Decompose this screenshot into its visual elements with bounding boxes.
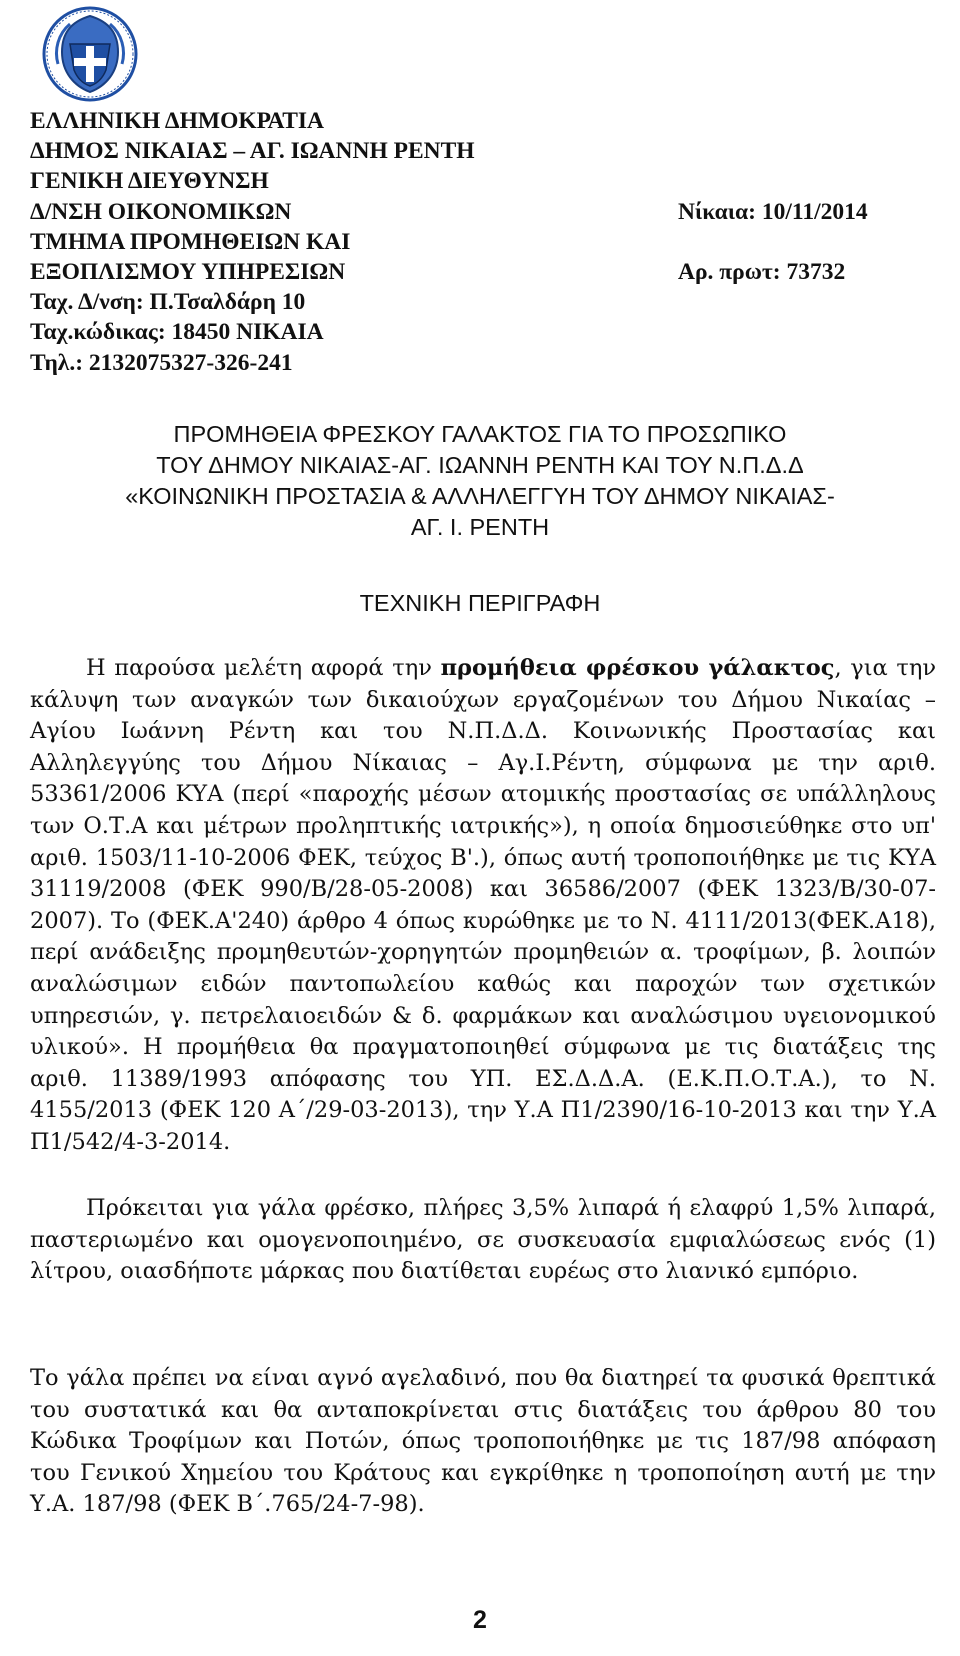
page-number: 2 <box>473 1606 487 1634</box>
title-line: ΠΡΟΜΗΘΕΙΑ ΦΡΕΣΚΟΥ ΓΑΛΑΚΤΟΣ ΓΙΑ ΤΟ ΠΡΟΣΩΠΙΚΟ <box>173 421 787 447</box>
header-line <box>30 166 890 196</box>
header-text: Δ/ΝΣΗ ΟΙΚΟΝΟΜΙΚΩΝ <box>30 198 292 225</box>
protocol-number: Αρ. πρωτ: 73732 <box>678 259 846 286</box>
title-line: ΤΟΥ ΔΗΜΟΥ ΝΙΚΑΙΑΣ-ΑΓ. ΙΩΑΝΝΗ ΡΕΝΤΗ ΚΑΙ ΤΟΥ Ν.Π.Δ.Δ <box>156 452 804 478</box>
header-text: Ταχ.κώδικας: 18450 ΝΙΚΑΙΑ <box>30 319 324 346</box>
date-line: Νίκαια: 10/11/2014 <box>678 198 868 225</box>
header-text: ΤΜΗΜΑ ΠΡΟΜΗΘΕΙΩΝ ΚΑΙ <box>30 228 351 255</box>
sender-header <box>30 106 890 378</box>
title-line: ΑΓ. Ι. ΡΕΝΤΗ <box>410 514 550 540</box>
header-line <box>30 317 890 347</box>
section-heading: ΤΕΧΝΙΚΗ ΠΕΡΙΓΡΑΦΗ <box>359 590 601 616</box>
paragraph-bold-text: προμήθεια φρέσκου γάλακτος <box>440 655 835 681</box>
header-text: ΓΕΝΙΚΗ ΔΙΕΥΘΥΝΣΗ <box>30 168 269 195</box>
header-text: Τηλ.: 2132075327-326-241 <box>30 349 293 376</box>
header-line <box>30 136 890 166</box>
header-line <box>30 227 890 257</box>
greek-coat-of-arms-emblem <box>40 4 140 104</box>
header-line <box>30 257 890 287</box>
header-text: ΕΛΛΗΝΙΚΗ ΔΗΜΟΚΡΑΤΙΑ <box>30 108 325 134</box>
header-text: Ταχ. Δ/νση: Π.Τσαλδάρη 10 <box>30 289 306 316</box>
document-title <box>10 419 950 543</box>
header-text: ΔΗΜΟΣ ΝΙΚΑΙΑΣ – ΑΓ. ΙΩΑΝΝΗ ΡΕΝΤΗ <box>30 138 475 165</box>
header-line <box>30 197 890 227</box>
paragraph-quality-requirements: Το γάλα πρέπει να είναι αγνό αγελαδινό, που θα διατηρεί τα φυσικά θρεπτικά του συστατικά και θα ανταποκρίνεται στις διατάξεις του άρθρου 80 του Κώδικα Τροφίμων και Ποτών, όπως τροποποιήθηκε με τις 187/98 απόφαση του Γενικού Χημείου του Κράτους και εγκρίθηκε η τροποποίηση αυτή με την Υ.Α. 187/98 (ΦΕΚ Β΄.765/24-7-98). <box>30 1365 936 1518</box>
paragraph-text: Η παρούσα μελέτη αφορά την <box>86 655 441 681</box>
header-line <box>30 348 890 378</box>
paragraph-product-spec: Πρόκειται για γάλα φρέσκο, πλήρες 3,5% λιπαρά ή ελαφρύ 1,5% λιπαρά, παστεριωμένο και ομογενοποιημένο, σε συσκευασία εμφιαλώσεως ενός (1) λίτρου, οιασδήποτε μάρκας που διατίθεται ευρέως στο λιανικό εμπόριο. <box>30 1195 936 1285</box>
paragraph-scope <box>30 653 936 1159</box>
header-line <box>30 106 890 136</box>
paragraph-text: , για την κάλυψη των αναγκών των δικαιούχων εργαζομένων του Δήμου Νικαίας – Αγίου Ιωάννη Ρέντη και του Ν.Π.Δ.Δ. Κοινωνικής Προστασίας και Αλληλεγγύης του Δήμου Νίκαιας – Αγ.Ι.Ρέντη, σύμφωνα με την αριθ. 53361/2006 ΚΥΑ (περί «παροχής μέσων ατομικής προστασίας σε υπάλληλους των Ο.Τ.Α και μέτρων προληπτικής ιατρικής»), η οποία δημοσιεύθηκε στο υπ' αριθ. 1503/11-10-2006 ΦΕΚ, τεύχος Β'.), όπως αυτή τροποποιήθηκε με τις ΚΥΑ 31119/2008 (ΦΕΚ 990/Β/28-05-2008) και 36586/2007 (ΦΕΚ 1323/Β/30-07-2007). Το (ΦΕΚ.Α'240) άρθρο 4 όπως κυρώθηκε με το Ν. 4111/2013(ΦΕΚ.Α18), περί ανάδειξης προμηθευτών-χορηγητών προμηθειών α. τροφίμων, β. λοιπών αναλώσιμων ειδών παντοπωλείου καθώς και παροχών των σχετικών υπηρεσιών, γ. πετρελαιοειδών & δ. φαρμάκων και αναλώσιμου υγειονομικού υλικού». Η προμήθεια θα πραγματοποιηθεί σύμφωνα με τις διατάξεις της αριθ. 11389/1993 απόφασης του ΥΠ. ΕΣ.Δ.Δ.Α. (Ε.Κ.Π.Ο.Τ.Α.), το Ν. 4155/2013 (ΦΕΚ 120 Α΄/29-03-2013), την Υ.Α Π1/2390/16-10-2013 και την Υ.Α Π1/542/4-3-2014. <box>30 655 936 1155</box>
header-line <box>30 287 890 317</box>
header-text: ΕΞΟΠΛΙΣΜΟΥ ΥΠΗΡΕΣΙΩΝ <box>30 259 346 286</box>
title-line: «ΚΟΙΝΩΝΙΚΗ ΠΡΟΣΤΑΣΙΑ & ΑΛΛΗΛΕΓΓΥΗ ΤΟΥ ΔΗΜΟΥ ΝΙΚΑΙΑΣ- <box>125 483 835 509</box>
